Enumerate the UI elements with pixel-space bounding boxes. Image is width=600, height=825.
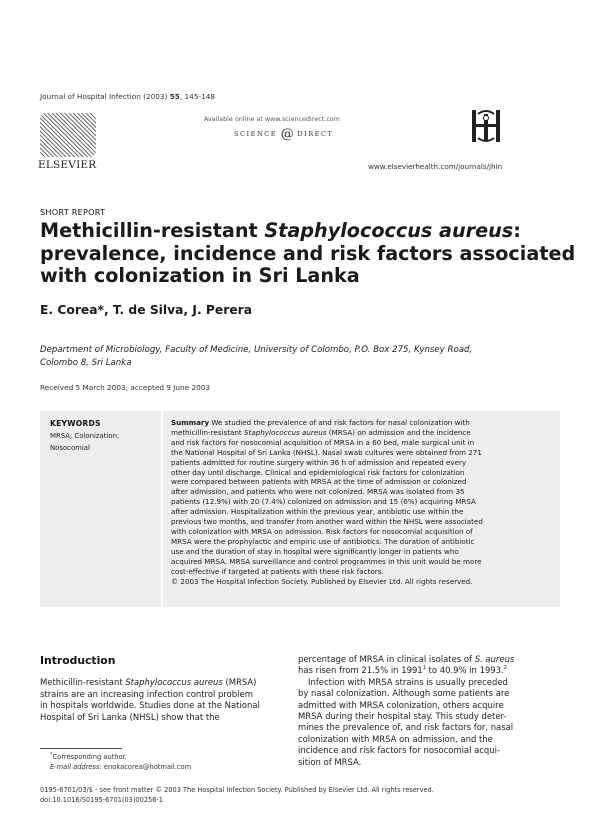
corresponding-author-note — [50, 752, 191, 762]
available-online-text: Available online at www.sciencedirect.com — [204, 116, 340, 123]
abstract-line — [171, 428, 555, 438]
keyword-item: MRSA; Colonization; — [50, 432, 120, 440]
abstract-line: MRSA were the prophylactic and empiric use of antibiotics. The duration of antibiotic — [171, 536, 475, 546]
other-authors: , T. de Silva, J. Perera — [103, 303, 253, 317]
title-line-1 — [40, 220, 560, 243]
affiliation-line-2: Colombo 8, Sri Lanka — [40, 358, 132, 368]
article-title — [40, 219, 576, 288]
intro-line: sition of MRSA. — [298, 756, 362, 767]
abstract-line: were compared between patients with MRSA at the time of admission or colonized — [171, 477, 467, 487]
intro-organism: S. aureus — [474, 654, 515, 664]
title-colon: : — [513, 219, 521, 242]
citation-1[interactable]: 1 — [422, 665, 426, 672]
sd-word-science: SCIENCE — [234, 130, 278, 138]
footnote-mark: * — [50, 751, 53, 758]
affiliation — [40, 344, 560, 370]
abstract-line: acquired MRSA. MRSA surveillance and control programmes in this unit would be more — [171, 556, 482, 566]
section-label: SHORT REPORT — [40, 207, 106, 217]
sd-at-icon: @ — [280, 127, 294, 142]
elsevier-tree-icon — [40, 113, 96, 157]
abstract-line: and risk factors for nosocomial acquisition of MRSA in a 60 bed, male surgical unit in — [171, 437, 475, 447]
elsevier-wordmark: ELSEVIER — [38, 159, 97, 171]
email-label: E-mail address — [50, 763, 100, 771]
abstract-text-run: (MRSA) on admission and the incidence — [326, 427, 471, 437]
keywords-title: KEYWORDS — [50, 419, 101, 428]
intro-line — [298, 654, 560, 665]
copyright-line: © 2003 The Hospital Infection Society. Published by Elsevier Ltd. All rights reserved. — [171, 576, 473, 586]
intro-line: strains are an increasing infection control problem — [40, 688, 253, 699]
intro-line: colonization with MRSA on admission, and the — [298, 733, 493, 744]
citation-2[interactable]: 2 — [503, 665, 507, 672]
abstract-line: with colonization with MRSA on admission. Risk factors for nosocomial acquisition of — [171, 526, 473, 536]
jhin-journal-logo-icon — [470, 108, 502, 144]
email-address[interactable]: enokacorea@hotmail.com — [103, 763, 192, 771]
sd-word-direct: DIRECT — [297, 130, 334, 138]
abstract-line: patients admitted for routine surgery within 36 h of admission and repeated every — [171, 457, 467, 467]
abstract-text-run: methicillin-resistant — [171, 427, 244, 437]
intro-line: Hospital of Sri Lanka (NHSL) show that the — [40, 711, 220, 722]
abstract-line: the National Hospital of Sri Lanka (NHSL). Nasal swab cultures were obtained from 271 — [171, 447, 482, 457]
email-separator: : — [99, 763, 104, 771]
intro-organism: Staphylococcus aureus — [125, 677, 223, 687]
author-corea[interactable]: E. Corea — [40, 303, 98, 317]
title-organism: Staphylococcus aureus — [264, 219, 514, 242]
intro-line: MRSA during their hospital stay. This study deter- — [298, 711, 507, 722]
abstract-line: after admission, and patients who were not colonized. MRSA was isolated from 35 — [171, 487, 465, 497]
intro-line: in hospitals worldwide. Studies done at the National — [40, 700, 260, 711]
abstract-line: use and the duration of stay in hospital were significantly longer in patients who — [171, 546, 459, 556]
journal-volume: 55 — [169, 92, 180, 101]
intro-line — [40, 677, 284, 689]
intro-line: Infection with MRSA strains is usually preceded — [308, 676, 508, 687]
intro-line: by nasal colonization. Although some patients are — [298, 688, 510, 699]
keyword-item: Nosocomial — [50, 443, 90, 452]
title-line-2: prevalence, incidence and risk factors associated — [40, 241, 576, 265]
email-note — [50, 762, 191, 772]
footnote — [50, 752, 191, 772]
intro-text-run: Methicillin-resistant — [40, 677, 126, 687]
summary-label: Summary — [171, 418, 210, 427]
abstract-line: after admission. Hospitalization within the previous year, antibiotic use within the — [171, 507, 464, 517]
intro-line: incidence and risk factors for nosocomial acqui- — [298, 745, 501, 756]
intro-text-run: (MRSA) — [222, 677, 257, 687]
abstract-line: previous two months, and transfer from another ward within the NHSL were associated — [171, 517, 483, 527]
abstract-line: cost-effective if targeted at patients with these risk factors. — [171, 566, 384, 576]
intro-left-column — [40, 677, 284, 723]
keywords-list — [50, 431, 119, 454]
intro-right-column — [298, 654, 560, 768]
abstract-organism: Staphylococcus aureus — [244, 427, 327, 437]
intro-text-run: has risen from 21.5% in 1991 — [298, 665, 423, 676]
title-text: Methicillin-resistant — [40, 219, 265, 242]
received-dates: Received 5 March 2003; accepted 9 June 2003 — [40, 383, 211, 392]
intro-line: mines the prevalence of, and risk factors for, nasal — [298, 722, 514, 733]
abstract-line — [171, 418, 555, 428]
page-footer — [40, 785, 434, 805]
elsevier-logo — [38, 113, 98, 171]
journal-reference — [40, 92, 215, 101]
doi-line[interactable]: doi:10.1016/S0195-6701(03)00256-1 — [40, 796, 163, 804]
abstract-text — [171, 418, 555, 586]
footnote-divider — [40, 748, 122, 749]
corresponding-mark[interactable]: * — [97, 303, 104, 317]
title-line-3: with colonization in Sri Lanka — [40, 264, 360, 287]
journal-pages: , 145-148 — [179, 92, 216, 101]
authors — [40, 303, 252, 317]
intro-line: admitted with MRSA colonization, others acquire — [298, 699, 504, 710]
journal-url[interactable]: www.elsevierhealth.com/journals/jhin — [368, 162, 503, 171]
affiliation-line-1: Department of Microbiology, Faculty of Medicine, University of Colombo, P.O. Box 275, Kynsey Road, — [40, 345, 473, 355]
journal-name: Journal of Hospital Infection (2003) — [40, 92, 170, 101]
abstract-line: other day until discharge. Clinical and epidemiological risk factors for colonization — [171, 467, 465, 477]
intro-line — [298, 665, 560, 676]
abstract-text-run: We studied the prevalence of and risk factors for nasal colonization with — [209, 418, 470, 427]
abstract-line: patients (12.9%) with 20 (7.4%) colonized on admission and 15 (6%) acquiring MRSA — [171, 497, 476, 507]
front-matter-line: 0195-6701/03/$ - see front matter © 2003 The Hospital Infection Society. Published by Elsevier Ltd. All rights reserved. — [40, 786, 434, 794]
introduction-heading: Introduction — [40, 654, 116, 667]
intro-text-run: percentage of MRSA in clinical isolates of — [298, 654, 475, 664]
footnote-text: Corresponding author. — [52, 753, 127, 761]
sciencedirect-logo — [234, 127, 333, 142]
intro-text-run: to 40.9% in 1993. — [425, 665, 504, 676]
